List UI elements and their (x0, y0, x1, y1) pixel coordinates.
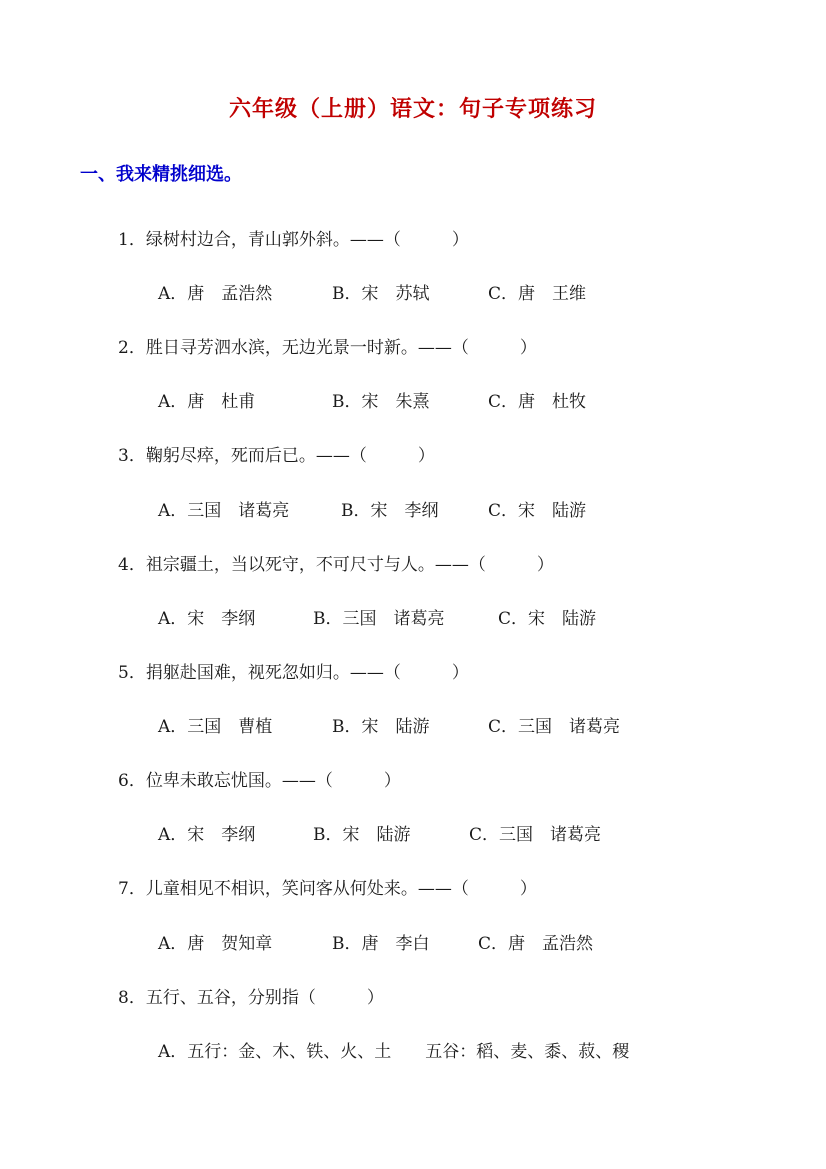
option-b[interactable]: B．宋 陆游 (313, 825, 411, 845)
option-b[interactable]: B．唐 李白 (332, 934, 430, 954)
question-6: 6．位卑未敢忘忧国。——（ ） (118, 771, 401, 791)
option-b[interactable]: B．宋 朱熹 (332, 392, 430, 412)
option-a[interactable]: A．唐 贺知章 (158, 934, 273, 954)
option-a[interactable]: A．唐 杜甫 (158, 392, 256, 412)
option-c[interactable]: C．唐 杜牧 (488, 392, 587, 412)
option-c[interactable]: C．三国 诸葛亮 (469, 825, 602, 845)
option-a[interactable]: A．唐 孟浩然 (158, 284, 273, 304)
option-a[interactable]: A．五行：金、木、铁、火、土 五谷：稻、麦、黍、菽、稷 (158, 1042, 630, 1062)
section-heading: 一、我来精挑细选。 (80, 164, 242, 185)
option-b[interactable]: B．宋 苏轼 (332, 284, 430, 304)
question-3: 3．鞠躬尽瘁，死而后已。——（ ） (118, 446, 435, 466)
question-5: 5．捐躯赴国难，视死忽如归。——（ ） (118, 663, 469, 683)
question-4: 4．祖宗疆土，当以死守，不可尺寸与人。——（ ） (118, 555, 554, 575)
option-b[interactable]: B．宋 陆游 (332, 717, 430, 737)
option-a[interactable]: A．三国 诸葛亮 (158, 501, 290, 521)
option-c[interactable]: C．三国 诸葛亮 (488, 717, 621, 737)
option-c[interactable]: C．宋 陆游 (498, 609, 597, 629)
option-b[interactable]: B．三国 诸葛亮 (313, 609, 445, 629)
option-a[interactable]: A．三国 曹植 (158, 717, 273, 737)
question-8: 8．五行、五谷，分别指（ ） (118, 988, 384, 1008)
option-c[interactable]: C．唐 孟浩然 (478, 934, 594, 954)
option-c[interactable]: C．宋 陆游 (488, 501, 587, 521)
option-c[interactable]: C．唐 王维 (488, 284, 587, 304)
question-1: 1．绿树村边合，青山郭外斜。——（ ） (118, 230, 469, 250)
page-title: 六年级（上册）语文：句子专项练习 (228, 97, 597, 122)
option-a[interactable]: A．宋 李纲 (158, 825, 256, 845)
question-2: 2．胜日寻芳泗水滨，无边光景一时新。——（ ） (118, 338, 537, 358)
question-7: 7．儿童相见不相识，笑问客从何处来。——（ ） (118, 879, 537, 899)
option-a[interactable]: A．宋 李纲 (158, 609, 256, 629)
options-8 (158, 1037, 630, 1077)
option-b[interactable]: B．宋 李纲 (341, 501, 439, 521)
